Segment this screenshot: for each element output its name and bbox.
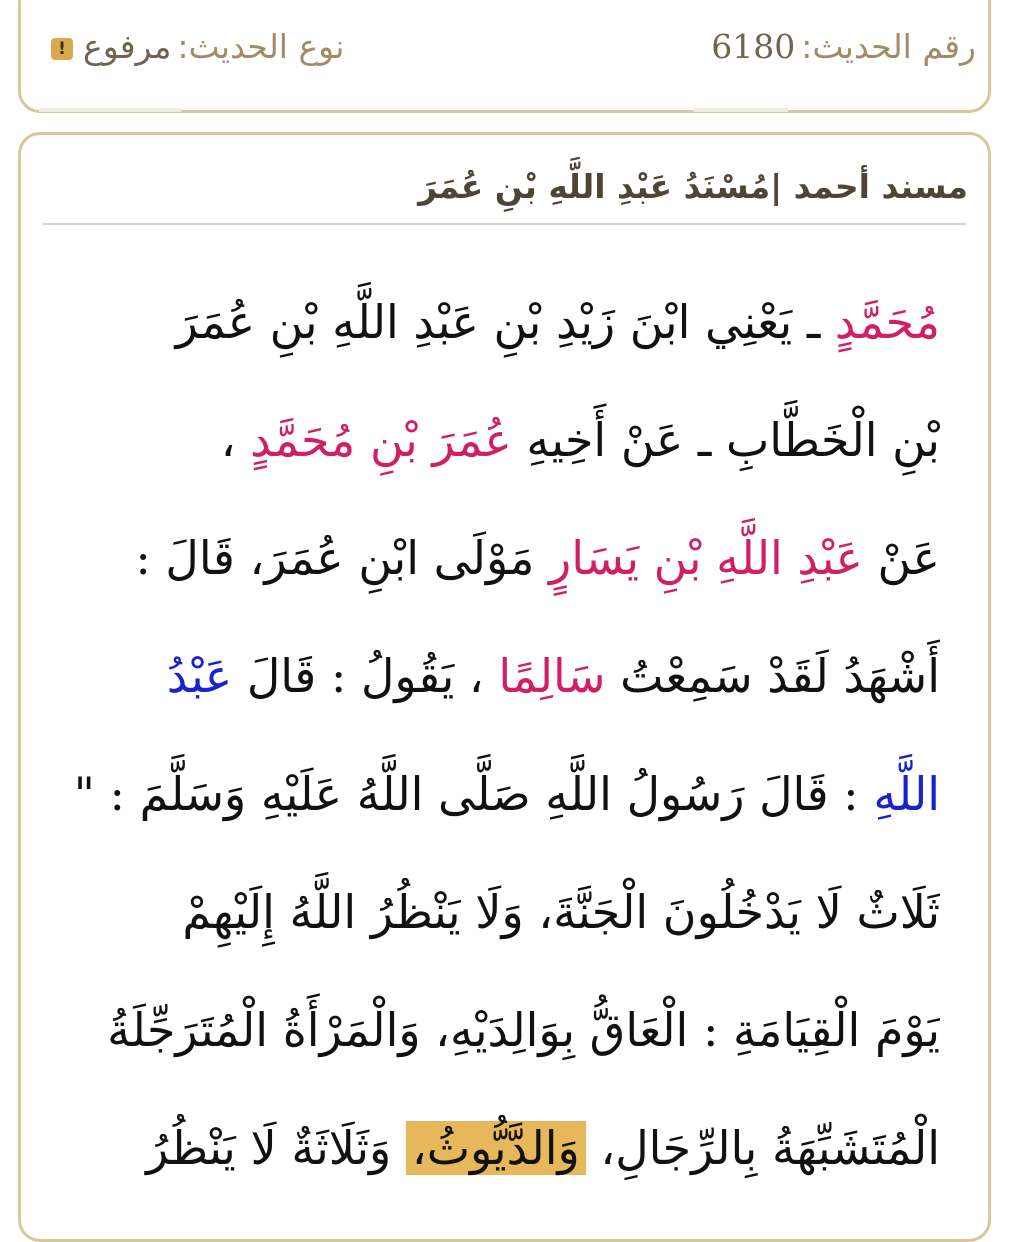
text-segment: ـ يَعْنِي ابْنَ زَيْدِ بْنِ عَبْدِ اللَّهِ بْنِ عُمَرَ — [175, 295, 835, 349]
hadith-meta-row — [21, 27, 988, 87]
warning-icon[interactable]: ! — [51, 38, 73, 60]
hadith-line-7 — [73, 971, 940, 1089]
tab-underline-right — [693, 108, 788, 112]
hadith-line-6 — [73, 853, 940, 971]
companion-link[interactable]: اللَّهِ — [873, 767, 940, 821]
hadith-number — [711, 27, 976, 66]
hadith-type — [51, 27, 344, 66]
narrator-link[interactable]: مُحَمَّدٍ — [834, 295, 940, 349]
hadith-type-label: نوع الحديث: — [177, 27, 345, 66]
highlighted-word[interactable]: وَالدَّيُّوثُ، — [406, 1121, 586, 1175]
hadith-line-3 — [73, 499, 940, 617]
source-title[interactable]: مسند أحمد |مُسْنَدُ عَبْدِ اللَّهِ بْنِ عُمَرَ — [418, 167, 968, 206]
hadith-line-2 — [73, 381, 940, 499]
text-segment: ، — [220, 413, 251, 467]
hadith-line-5 — [73, 735, 940, 853]
tab-underline-left — [39, 108, 181, 112]
text-segment: أَشْهَدُ لَقَدْ سَمِعْتُ — [605, 649, 940, 703]
text-segment: وَثَلَاثَةٌ لَا يَنْظُرُ — [146, 1121, 406, 1175]
narrator-link[interactable]: عُمَرَ بْنِ مُحَمَّدٍ — [250, 413, 512, 467]
hadith-type-value: مرفوع — [83, 27, 172, 66]
text-segment: ثَلَاثٌ لَا يَدْخُلُونَ الْجَنَّةَ، وَلَا يَنْظُرُ اللَّهُ إِلَيْهِمْ — [182, 885, 940, 939]
narrator-link[interactable]: سَالِمًا — [498, 649, 606, 703]
hadith-meta-card — [18, 0, 991, 113]
text-segment: بْنِ الْخَطَّابِ ـ عَنْ أَخِيهِ — [511, 413, 940, 467]
hadith-line-8 — [73, 1089, 940, 1207]
text-segment: الْمُتَشَبِّهَةُ بِالرِّجَالِ، — [585, 1121, 940, 1175]
divider — [43, 223, 966, 225]
hadith-number-value: 6180 — [711, 27, 796, 66]
text-segment: ، يَقُولُ : قَالَ — [232, 649, 499, 703]
companion-link[interactable]: عَبْدُ — [166, 649, 233, 703]
text-segment: مَوْلَى ابْنِ عُمَرَ، قَالَ : — [135, 531, 549, 585]
narrator-link[interactable]: عَبْدِ اللَّهِ بْنِ يَسَارٍ — [548, 531, 863, 585]
hadith-line-1 — [73, 263, 940, 381]
hadith-text — [73, 263, 940, 1207]
text-segment: عَنْ — [862, 531, 940, 585]
text-segment: يَوْمَ الْقِيَامَةِ : الْعَاقُّ بِوَالِدَيْهِ، وَالْمَرْأَةُ الْمُتَرَجِّلَةُ — [107, 1003, 940, 1057]
hadith-content-card — [18, 132, 991, 1242]
hadith-line-4 — [73, 617, 940, 735]
hadith-number-label: رقم الحديث: — [801, 27, 976, 66]
text-segment: : قَالَ رَسُولُ اللَّهِ صَلَّى اللَّهُ عَلَيْهِ وَسَلَّمَ : " — [73, 767, 874, 821]
